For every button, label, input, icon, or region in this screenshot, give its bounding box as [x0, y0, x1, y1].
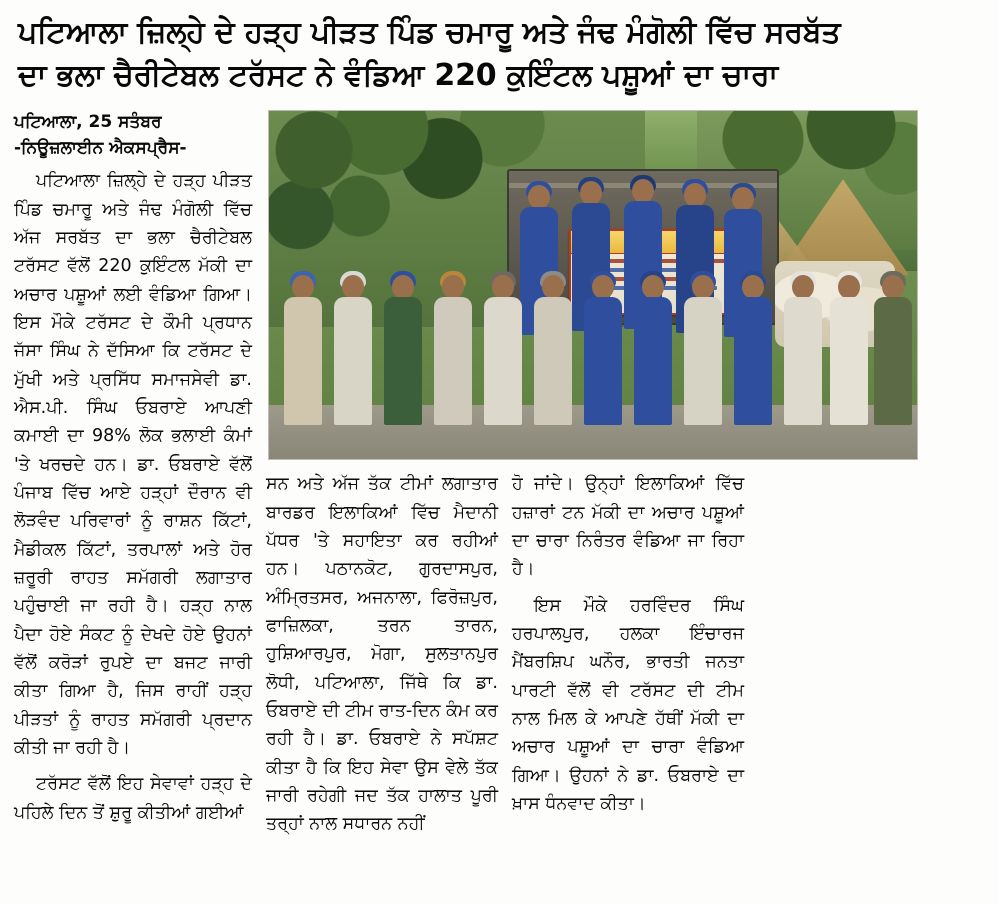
photo-person [871, 275, 915, 425]
headline-divider [14, 103, 984, 104]
photo-person-head [442, 275, 464, 299]
page-title [14, 10, 984, 97]
photo-crowd [269, 247, 917, 425]
photo-person-head [692, 275, 714, 299]
photo-person [381, 275, 425, 425]
dateline-source: -ਨਿਊਜ਼ਲਾਈਨ ਐਕਸਪ੍ਰੈਸ- [14, 137, 187, 158]
photo-person-body [684, 297, 722, 425]
photo-person-body [484, 297, 522, 425]
photo-person-body [384, 297, 422, 425]
photo-person-body [634, 297, 672, 425]
photo-person-head [592, 275, 614, 299]
photo-person-head [292, 275, 314, 299]
photo-person-head [642, 275, 664, 299]
photo-person-head [684, 183, 706, 207]
photo-person-body [284, 297, 322, 425]
dateline [14, 110, 252, 161]
lower-columns [266, 470, 916, 846]
photo-person [827, 275, 871, 425]
photo-person-head [580, 181, 602, 205]
photo-person-body [784, 297, 822, 425]
paragraph: ਪਟਿਆਲਾ ਜ਼ਿਲ੍ਹੇ ਦੇ ਹੜ੍ਹ ਪੀੜਤ ਪਿੰਡ ਚਮਾਰੂ ਅਤੇ ਜੰਢ ਮੰਗੋਲੀ ਵਿੱਚ ਅੱਜ ਸਰਬੱਤ ਦਾ ਭਲਾ ਚੈਰੀਟੇਬਲ ਟਰੱਸਟ ਵੱਲੋਂ 220 ਕੁਇੰਟਲ ਮੱਕੀ ਦਾ ਅਚਾਰ ਪਸ਼ੂਆਂ ਲਈ ਵੰਡਿਆ ਗਿਆ। ਇਸ ਮੌਕੇ ਟਰੱਸਟ ਦੇ ਕੌਮੀ ਪ੍ਰਧਾਨ ਜੱਸਾ ਸਿੰਘ ਨੇ ਦੱਸਿਆ ਕਿ ਟਰੱਸਟ ਦੇ ਮੁੱਖੀ ਅਤੇ ਪ੍ਰਸਿੱਧ ਸਮਾਜਸੇਵੀ ਡਾ. ਐਸ.ਪੀ. ਸਿੰਘ ਓਬਰਾਏ ਆਪਣੀ ਕਮਾਈ ਦਾ 98% ਲੋਕ ਭਲਾਈ ਕੰਮਾਂ 'ਤੇ ਖਰਚਦੇ ਹਨ। ਡਾ. ਓਬਰਾਏ ਵੱਲੋਂ ਪੰਜਾਬ ਵਿੱਚ ਆਏ ਹੜ੍ਹਾਂ ਦੌਰਾਨ ਵੀ ਲੋੜਵੰਦ ਪਰਿਵਾਰਾਂ ਨੂੰ ਰਾਸ਼ਨ ਕਿੱਟਾਂ, ਮੈਡੀਕਲ ਕਿੱਟਾਂ, ਤਰਪਾਲਾਂ ਅਤੇ ਹੋਰ ਜ਼ਰੂਰੀ ਰਾਹਤ ਸਮੱਗਰੀ ਲਗਾਤਾਰ ਪਹੁੰਚਾਈ ਜਾ ਰਹੀ ਹੈ। ਹੜ੍ਹ ਨਾਲ ਪੈਦਾ ਹੋਏ ਸੰਕਟ ਨੂੰ ਦੇਖਦੇ ਹੋਏ ਉਹਨਾਂ ਵੱਲੋਂ ਕਰੋੜਾਂ ਰੁਪਏ ਦਾ ਬਜਟ ਜਾਰੀ ਕੀਤਾ ਗਿਆ ਹੈ, ਜਿਸ ਰਾਹੀਂ ਹੜ੍ਹ ਪੀੜਤਾਂ ਨੂੰ ਰਾਹਤ ਸਮੱਗਰੀ ਪ੍ਰਦਾਨ ਕੀਤੀ ਜਾ ਰਹੀ ਹੈ। [14, 171, 252, 759]
photo-person-body [830, 297, 868, 425]
article-right-section [266, 110, 916, 846]
dateline-place-date: ਪਟਿਆਲਾ, 25 ਸਤੰਬਰ [14, 112, 162, 133]
photo-person-body [534, 297, 572, 425]
photo-person-head [732, 187, 754, 211]
photo-person-body [874, 297, 912, 425]
photo-person-head [882, 275, 904, 299]
photo-person-head [392, 275, 414, 299]
article-column-3 [512, 470, 744, 846]
photo-person-head [342, 275, 364, 299]
photo-person-body [334, 297, 372, 425]
paragraph: ਇਸ ਮੌਕੇ ਹਰਵਿੰਦਰ ਸਿੰਘ ਹਰਪਾਲਪੁਰ, ਹਲਕਾ ਇੰਚਾਰਜ ਮੈਂਬਰਸ਼ਿਪ ਘਨੌਰ, ਭਾਰਤੀ ਜਨਤਾ ਪਾਰਟੀ ਵੱਲੋਂ ਵੀ ਟਰੱਸਟ ਦੀ ਟੀਮ ਨਾਲ ਮਿਲ ਕੇ ਆਪਣੇ ਹੱਥੀਂ ਮੱਕੀ ਦਾ ਅਚਾਰ ਪਸ਼ੂਆਂ ਦਾ ਚਾਰਾ ਵੰਡਿਆ ਗਿਆ। ਉਹਨਾਂ ਨੇ ਡਾ. ਓਬਰਾਏ ਦਾ ਖ਼ਾਸ ਧੰਨਵਾਦ ਕੀਤਾ। [512, 595, 744, 814]
photo-person [431, 275, 475, 425]
paragraph: ਹੋ ਜਾਂਦੇ। ਉਨ੍ਹਾਂ ਇਲਾਕਿਆਂ ਵਿੱਚ ਹਜ਼ਾਰਾਂ ਟਨ ਮੱਕੀ ਦਾ ਅਚਾਰ ਪਸ਼ੂਆਂ ਦਾ ਚਾਰਾ ਨਿਰੰਤਰ ਵੰਡਿਆ ਜਾ ਰਿਹਾ ਹੈ। [512, 474, 744, 580]
photo-person [681, 275, 725, 425]
article-column-2 [266, 470, 498, 846]
paragraph: ਟਰੱਸਟ ਵੱਲੋਂ ਇਹ ਸੇਵਾਵਾਂ ਹੜ੍ਹ ਦੇ ਪਹਿਲੇ ਦਿਨ ਤੋਂ ਸ਼ੁਰੂ ਕੀਤੀਆਂ ਗਈਆਂ [14, 774, 252, 823]
paragraph: ਸਨ ਅਤੇ ਅੱਜ ਤੱਕ ਟੀਮਾਂ ਲਗਾਤਾਰ ਬਾਰਡਰ ਇਲਾਕਿਆਂ ਵਿੱਚ ਮੈਦਾਨੀ ਪੱਧਰ 'ਤੇ ਸਹਾਇਤਾ ਕਰ ਰਹੀਆਂ ਹਨ। ਪਠਾਨਕੋਟ, ਗੁਰਦਾਸਪੁਰ, ਅੰਮ੍ਰਿਤਸਰ, ਅਜਨਾਲਾ, ਫਿਰੋਜ਼ਪੁਰ, ਫਾਜ਼ਿਲਕਾ, ਤਰਨ ਤਾਰਨ, ਹੁਸ਼ਿਆਰਪੁਰ, ਮੋਗਾ, ਸੁਲਤਾਨਪੁਰ ਲੋਧੀ, ਪਟਿਆਲਾ, ਜਿੱਥੇ ਕਿ ਡਾ. ਓਬਰਾਏ ਦੀ ਟੀਮ ਰਾਤ-ਦਿਨ ਕੰਮ ਕਰ ਰਹੀ ਹੈ। ਡਾ. ਓਬਰਾਏ ਨੇ ਸਪੱਸ਼ਟ ਕੀਤਾ ਹੈ ਕਿ ਇਹ ਸੇਵਾ ਉਸ ਵੇਲੇ ਤੱਕ ਜਾਰੀ ਰਹੇਗੀ ਜਦ ਤੱਕ ਹਾਲਾਤ ਪੂਰੀ ਤਰ੍ਹਾਂ ਨਾਲ ਸਧਾਰਨ ਨਹੀਂ [266, 474, 498, 835]
photo-person-head [742, 275, 764, 299]
photo-person [631, 275, 675, 425]
photo-person [331, 275, 375, 425]
photo-person [731, 275, 775, 425]
photo-person-head [528, 185, 550, 209]
photo-person-body [584, 297, 622, 425]
photo-person [781, 275, 825, 425]
photo-person-head [632, 179, 654, 203]
article-photo-wrapper [268, 110, 916, 460]
photo-person [481, 275, 525, 425]
photo-person [581, 275, 625, 425]
article-body [14, 110, 984, 846]
article-column-1 [14, 110, 252, 846]
photo-person [531, 275, 575, 425]
article-photo [268, 110, 918, 460]
headline-line-2: ਦਾ ਭਲਾ ਚੈਰੀਟੇਬਲ ਟਰੱਸਟ ਨੇ ਵੰਡਿਆ 220 ਕੁਇੰਟਲ ਪਸ਼ੂਆਂ ਦਾ ਚਾਰਾ [18, 57, 778, 93]
photo-person-body [734, 297, 772, 425]
photo-person-head [492, 275, 514, 299]
photo-person-head [792, 275, 814, 299]
photo-person [281, 275, 325, 425]
photo-person-head [838, 275, 860, 299]
headline-line-1: ਪਟਿਆਲਾ ਜ਼ਿਲ੍ਹੇ ਦੇ ਹੜ੍ਹ ਪੀੜਤ ਪਿੰਡ ਚਮਾਰੂ ਅਤੇ ਜੰਢ ਮੰਗੋਲੀ ਵਿੱਚ ਸਰਬੱਤ [18, 15, 841, 50]
photo-person-body [434, 297, 472, 425]
photo-person-head [542, 275, 564, 299]
